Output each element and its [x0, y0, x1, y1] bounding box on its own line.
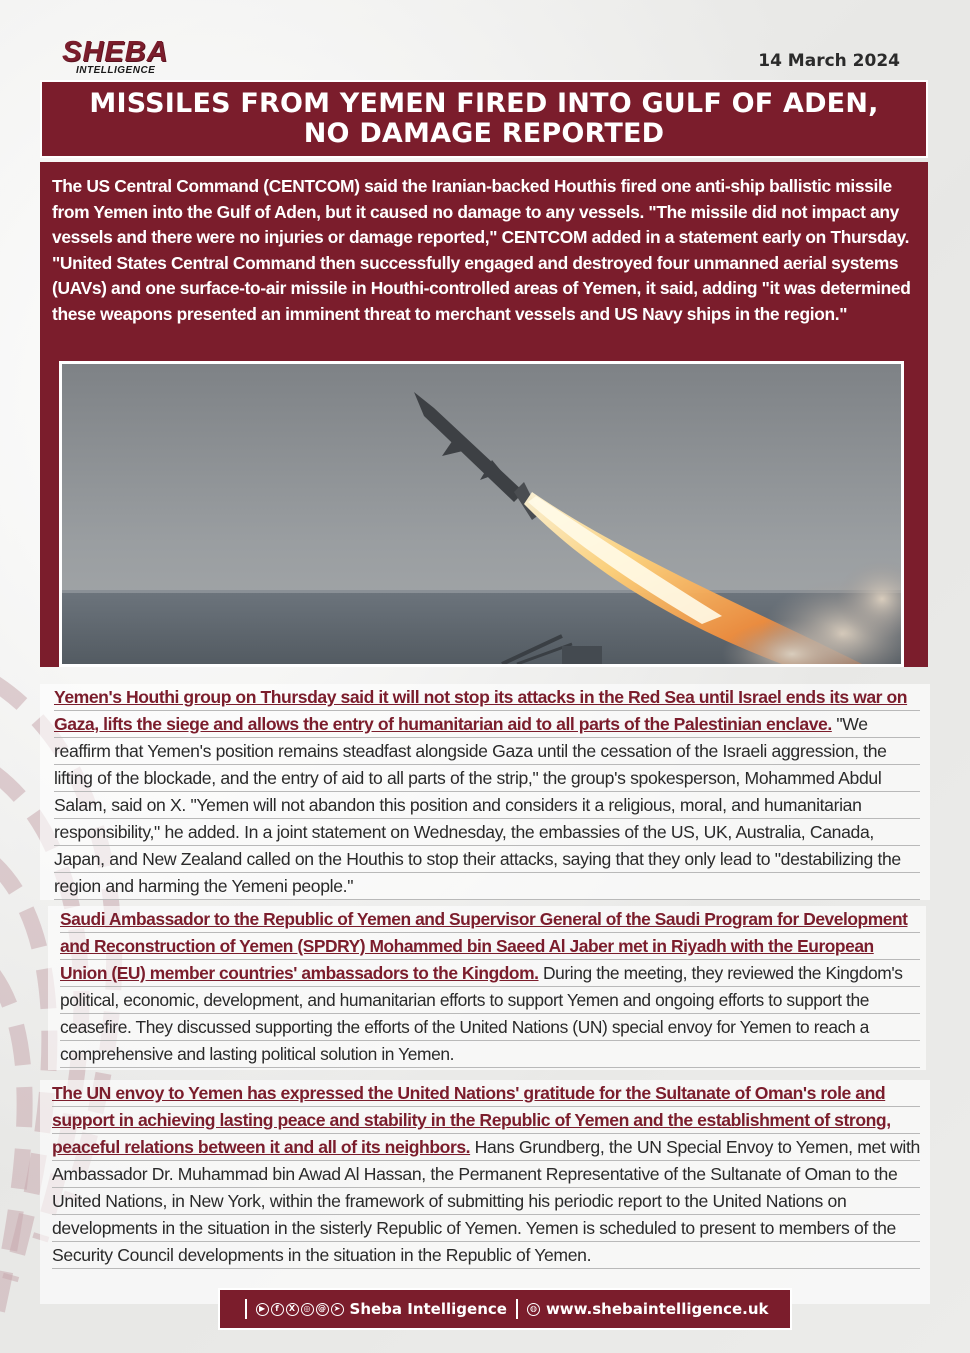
- footer-brand-text: Sheba Intelligence: [349, 1300, 507, 1318]
- article-saudi-ambassador: [48, 906, 926, 1070]
- instagram-icon[interactable]: ◎: [301, 1303, 314, 1316]
- threads-icon[interactable]: @: [316, 1303, 329, 1316]
- globe-icon: ◍: [527, 1303, 540, 1316]
- title-banner: [40, 80, 928, 158]
- article-highlight: Yemen's Houthi group on Thursday said it will not stop its attacks in the Red Sea until Israel ends its war on Gaza, lifts the siege and allows the entry of humanitarian aid to all parts of the Palestinian enclave.: [54, 687, 908, 734]
- article-highlight: The UN envoy to Yemen has expressed the United Nations' gratitude for the Sultanate of Oman's role and support in achieving lasting peace and stability in the Republic of Yemen and the establishment of strong, peaceful relations between it and all of its neighbors.: [52, 1083, 891, 1157]
- telegram-icon[interactable]: ➤: [331, 1303, 344, 1316]
- article-body: During the meeting, they reviewed the Kingdom's political, economic, development, and humanitarian efforts to support Yemen and ongoing efforts to support the ceasefire. They discussed supporting the efforts of the United Nations (UN) special envoy for Yemen to reach a comprehensive and lasting political solution in Yemen.: [60, 963, 903, 1064]
- footer-separator: [245, 1299, 247, 1319]
- missile-launch-photo: [59, 361, 904, 667]
- youtube-icon[interactable]: ▶: [256, 1303, 269, 1316]
- logo-main-text: SHEBA: [62, 36, 169, 68]
- footer-separator: [516, 1299, 518, 1319]
- sheba-logo: [62, 36, 182, 80]
- x-icon[interactable]: X: [286, 1303, 299, 1316]
- article-body: Hans Grundberg, the UN Special Envoy to Yemen, met with Ambassador Dr. Muhammad bin Awad Al Hassan, the Permanent Representative of the Sultanate of Oman to the United Nations, in New York, within the framework of submitting his periodic report to the United Nations on developments in the situation in the sisterly Republic of Yemen. Yemen is scheduled to present to members of the Security Council developments in the situation in the Republic of Yemen.: [52, 1137, 920, 1265]
- social-icons: [256, 1303, 344, 1316]
- article-body: "We reaffirm that Yemen's position remains steadfast alongside Gaza until the cessation of the Israeli aggression, the lifting of the blockade, and the entry of aid to all parts of the strip," the group's spokesperson, Mohammed Abdul Salam, said on X. "Yemen will not abandon this position and considers it a religious, moral, and humanitarian responsibility," he added. In a joint statement on Wednesday, the embassies of the US, UK, Australia, Canada, Japan, and New Zealand called on the Houthis to stop their attacks, saying that they only lead to "destabilizing the region and harming the Yemeni people.": [54, 714, 901, 896]
- lead-paragraph: The US Central Command (CENTCOM) said the Iranian-backed Houthis fired one anti-ship ballistic missile from Yemen into the Gulf of Aden, but it caused no damage to any vessels. "The missile did not impact any vessels and there were no injuries or damage reported," CENTCOM added in a statement early on Thursday. "United States Central Command then successfully engaged and destroyed four unmanned aerial systems (UAVs) and one surface-to-air missile in Houthi-controlled areas of Yemen, it said, adding "it was determined these weapons presented an imminent threat to merchant vessels and US Navy ships in the region.": [52, 176, 911, 324]
- article-paragraph: [52, 1080, 920, 1269]
- article-un-envoy-oman: [40, 1080, 930, 1304]
- facebook-icon[interactable]: f: [271, 1303, 284, 1316]
- article-highlight: Saudi Ambassador to the Republic of Yemen and Supervisor General of the Saudi Program for Development and Reconstruction of Yemen (SPDRY) Mohammed bin Saeed Al Jaber met in Riyadh with the European Union (EU) member countries' ambassadors to the Kingdom.: [60, 909, 908, 983]
- article-paragraph: [54, 684, 920, 900]
- issue-date: 14 March 2024: [758, 51, 900, 71]
- logo-sub-text: INTELLIGENCE: [76, 65, 156, 76]
- footer-bar: [218, 1288, 792, 1330]
- website-link[interactable]: www.shebaintelligence.uk: [545, 1300, 769, 1318]
- article-houthi-red-sea: [40, 684, 930, 900]
- article-paragraph: [60, 906, 920, 1068]
- page-title: MISSILES FROM YEMEN FIRED INTO GULF OF ADEN, NO DAMAGE REPORTED: [89, 88, 879, 149]
